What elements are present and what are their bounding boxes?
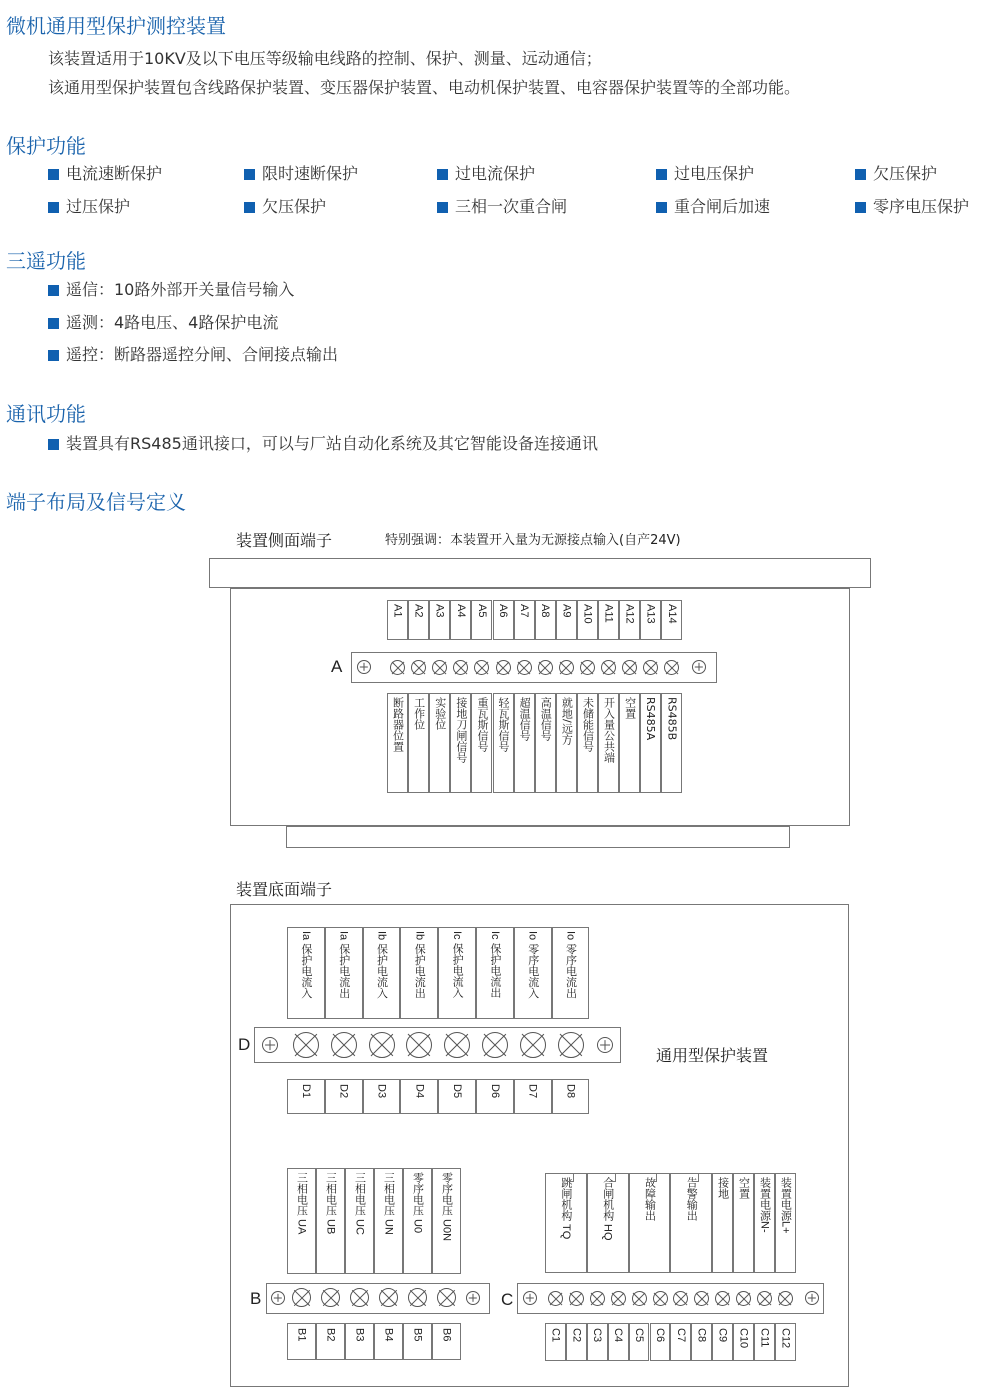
- bullet-square-icon: [48, 318, 59, 329]
- terminal-number-cell: [403, 1323, 432, 1360]
- terminal-signal-cell: [661, 693, 682, 793]
- terminal-signal-cell-label: Ic 保护电流入: [451, 931, 464, 998]
- terminal-number-cell: [608, 1323, 629, 1361]
- terminal-signal-cell-label: 装置电源L+: [779, 1177, 792, 1234]
- page-title: 微机通用型保护测控装置: [6, 14, 226, 38]
- terminal-heading: 端子布局及信号定义: [6, 490, 186, 514]
- side-bottom-bar: [286, 826, 790, 848]
- terminal-screw-icon: [778, 1291, 793, 1306]
- terminal-number-cell-label: B5: [411, 1328, 424, 1342]
- terminal-signal-cell: [552, 927, 590, 1019]
- row-a-letter: A: [331, 657, 343, 676]
- intro-line-2: 该通用型保护装置包含线路保护装置、变压器保护装置、电动机保护装置、电容器保护装置等的全部功能。: [48, 78, 801, 97]
- terminal-number-cell: [514, 1079, 552, 1114]
- relay-contact-icon: [692, 1173, 699, 1182]
- remote-item: 遥信：10路外部开关量信号输入: [48, 277, 294, 300]
- protection-item: 欠压保护: [244, 194, 326, 217]
- terminal-screw-icon: [390, 660, 405, 675]
- bottom-caption: 装置底面端子: [236, 880, 333, 899]
- terminal-number-cell: [493, 600, 514, 640]
- terminal-number-cell-label: A7: [518, 604, 531, 618]
- terminal-screw-icon: [590, 1291, 605, 1306]
- terminal-signal-cell-label: 接地刀闸信号: [454, 697, 468, 763]
- terminal-number-cell-label: B6: [440, 1328, 453, 1342]
- terminal-screw-icon: [601, 660, 616, 675]
- bullet-square-icon: [48, 350, 59, 361]
- terminal-number-cell-label: D3: [375, 1084, 388, 1099]
- terminal-signal-cell-label: 三相电压 UN: [382, 1172, 395, 1235]
- device-name: 通用型保护装置: [656, 1046, 769, 1065]
- terminal-number-cell-label: D2: [337, 1084, 350, 1099]
- terminal-signal-cell-label: 零序电压 U0N: [440, 1172, 453, 1242]
- terminal-signal-cell: [733, 1173, 754, 1273]
- terminal-signal-cell: [556, 693, 577, 793]
- terminal-signal-cell-label: 告警输出: [685, 1177, 698, 1221]
- bullet-square-icon: [656, 202, 667, 213]
- protection-item: 重合闸后加速: [656, 194, 770, 217]
- terminal-number-cell-label: D1: [299, 1084, 312, 1099]
- terminal-number-cell: [408, 600, 429, 640]
- row-a-terminal-block: [351, 652, 717, 683]
- terminal-number-cell: [640, 600, 661, 640]
- terminal-signal-cell: [535, 693, 556, 793]
- terminal-number-cell-label: A1: [391, 604, 404, 618]
- terminal-number-cell-label: C4: [612, 1328, 625, 1343]
- terminal-signal-cell: [408, 693, 429, 793]
- terminal-signal-cell-label: 三相电压 UB: [324, 1172, 337, 1235]
- terminal-signal-cell-label: 空置: [623, 697, 637, 719]
- terminal-number-cell-label: C7: [674, 1328, 687, 1343]
- bullet-square-icon: [48, 439, 59, 450]
- terminal-screw-icon: [350, 1288, 369, 1307]
- terminal-signal-cell-label: 重瓦斯信号: [475, 697, 489, 752]
- terminal-signal-cell-label: 空置: [737, 1177, 750, 1199]
- terminal-signal-cell: [471, 693, 492, 793]
- terminal-signal-cell-label: Ia 保护电流出: [337, 931, 350, 999]
- terminal-screw-icon: [321, 1288, 340, 1307]
- terminal-screw-icon: [408, 1288, 427, 1307]
- terminal-number-cell-label: C8: [695, 1328, 708, 1343]
- protection-item: 过电压保护: [656, 161, 754, 184]
- terminal-number-cell: [670, 1323, 691, 1361]
- terminal-screw-icon: [444, 1032, 470, 1058]
- terminal-screw-icon: [622, 660, 637, 675]
- terminal-number-cell: [577, 600, 598, 640]
- terminal-signal-cell: [450, 693, 471, 793]
- bullet-square-icon: [244, 169, 255, 180]
- terminal-number-cell-label: C10: [737, 1328, 750, 1349]
- protection-item: 过压保护: [48, 194, 130, 217]
- terminal-number-cell: [363, 1079, 401, 1114]
- terminal-number-cell: [619, 600, 640, 640]
- terminal-signal-cell: [587, 1173, 629, 1273]
- bullet-square-icon: [855, 202, 866, 213]
- terminal-number-cell: [545, 1323, 566, 1361]
- terminal-signal-cell-label: 合闸机构 HQ: [601, 1177, 614, 1241]
- mount-screw-icon: [357, 660, 371, 674]
- terminal-signal-cell: [545, 1173, 587, 1273]
- terminal-screw-icon: [559, 660, 574, 675]
- terminal-screw-icon: [548, 1291, 563, 1306]
- terminal-number-cell-label: C3: [591, 1328, 604, 1343]
- terminal-signal-cell: [493, 693, 514, 793]
- terminal-signal-cell: [598, 693, 619, 793]
- intro-line-1: 该装置适用于10KV及以下电压等级输电线路的控制、保护、测量、远动通信；: [48, 49, 602, 68]
- terminal-signal-cell: [514, 927, 552, 1019]
- terminal-number-cell-label: B4: [382, 1328, 395, 1342]
- terminal-screw-icon: [569, 1291, 584, 1306]
- terminal-signal-cell-label: 故障输出: [643, 1177, 656, 1221]
- terminal-screw-icon: [694, 1291, 709, 1306]
- terminal-number-cell-label: A9: [560, 604, 573, 618]
- comm-item: 装置具有RS485通讯接口，可以与厂站自动化系统及其它智能设备连接通讯: [48, 431, 598, 454]
- terminal-number-cell-label: A6: [497, 604, 510, 618]
- terminal-number-cell: [754, 1323, 775, 1361]
- terminal-screw-icon: [406, 1032, 432, 1058]
- terminal-signal-cell: [363, 927, 401, 1019]
- terminal-number-cell: [598, 600, 619, 640]
- terminal-signal-cell-label: 轻瓦斯信号: [497, 697, 511, 752]
- terminal-number-cell-label: D7: [526, 1084, 539, 1099]
- protection-item: 三相一次重合闸: [437, 194, 567, 217]
- terminal-number-cell: [661, 600, 682, 640]
- terminal-screw-icon: [757, 1291, 772, 1306]
- relay-contact-icon: [609, 1173, 616, 1182]
- terminal-signal-cell: [316, 1168, 345, 1274]
- terminal-screw-icon: [482, 1032, 508, 1058]
- terminal-number-cell-label: A5: [475, 604, 488, 618]
- terminal-screw-icon: [369, 1032, 395, 1058]
- terminal-screw-icon: [673, 1291, 688, 1306]
- remote-heading: 三遥功能: [6, 249, 86, 273]
- terminal-number-cell: [400, 1079, 438, 1114]
- terminal-screw-icon: [736, 1291, 751, 1306]
- terminal-number-cell: [535, 600, 556, 640]
- terminal-signal-cell: [438, 927, 476, 1019]
- terminal-number-cell-label: A2: [412, 604, 425, 618]
- terminal-screw-icon: [437, 1288, 456, 1307]
- terminal-signal-cell-label: RS485A: [644, 697, 658, 741]
- terminal-number-cell-label: B3: [353, 1328, 366, 1342]
- terminal-number-cell: [556, 600, 577, 640]
- terminal-number-cell-label: C11: [758, 1328, 771, 1348]
- terminal-number-cell-label: A14: [665, 604, 678, 624]
- bullet-square-icon: [48, 285, 59, 296]
- terminal-signal-cell-label: RS485B: [665, 697, 679, 741]
- mount-screw-icon: [692, 660, 706, 674]
- terminal-signal-cell-label: 三相电压 UC: [353, 1172, 366, 1235]
- terminal-number-cell-label: C9: [716, 1328, 729, 1343]
- terminal-number-cell-label: A8: [539, 604, 552, 618]
- terminal-number-cell: [287, 1323, 316, 1360]
- terminal-screw-icon: [643, 660, 658, 675]
- terminal-signal-cell-label: Ic 保护电流出: [488, 931, 501, 998]
- terminal-number-cell-label: D8: [564, 1084, 577, 1099]
- terminal-screw-icon: [474, 660, 489, 675]
- terminal-signal-cell-label: Ib 保护电流入: [375, 931, 388, 999]
- terminal-signal-cell-label: 就地/远方: [560, 697, 574, 745]
- bullet-square-icon: [244, 202, 255, 213]
- terminal-signal-cell-label: 跳闸机构 TQ: [559, 1177, 572, 1240]
- mount-screw-icon: [271, 1291, 285, 1305]
- terminal-screw-icon: [411, 660, 426, 675]
- terminal-signal-cell-label: 未储能信号: [581, 697, 595, 752]
- terminal-number-cell: [471, 600, 492, 640]
- terminal-signal-cell-label: 零序电压 U0: [411, 1172, 424, 1234]
- bullet-square-icon: [855, 169, 866, 180]
- terminal-number-cell-label: C6: [653, 1328, 666, 1343]
- terminal-signal-cell: [754, 1173, 775, 1273]
- terminal-number-cell: [514, 600, 535, 640]
- terminal-number-cell: [287, 1079, 325, 1114]
- terminal-number-cell: [629, 1323, 650, 1361]
- terminal-signal-cell: [640, 693, 661, 793]
- terminal-number-cell: [476, 1079, 514, 1114]
- terminal-signal-cell: [403, 1168, 432, 1274]
- terminal-signal-cell-label: 接地: [716, 1177, 729, 1199]
- terminal-signal-cell: [374, 1168, 403, 1274]
- bullet-square-icon: [48, 202, 59, 213]
- mount-screw-icon: [805, 1291, 819, 1305]
- terminal-number-cell-label: D5: [451, 1084, 464, 1099]
- terminal-signal-cell-label: Io 零序电流入: [526, 931, 539, 999]
- terminal-screw-icon: [538, 660, 553, 675]
- terminal-screw-icon: [653, 1291, 668, 1306]
- terminal-signal-cell-label: 实验位: [433, 697, 447, 730]
- terminal-signal-cell: [287, 1168, 316, 1274]
- terminal-number-cell-label: C1: [549, 1328, 562, 1343]
- terminal-number-cell-label: B1: [295, 1328, 308, 1342]
- terminal-number-cell-label: A4: [454, 604, 467, 618]
- terminal-signal-cell: [577, 693, 598, 793]
- relay-contact-icon: [567, 1173, 574, 1182]
- side-note: 特别强调：本装置开入量为无源接点输入(自产24V): [385, 533, 681, 548]
- terminal-screw-icon: [558, 1032, 584, 1058]
- protection-item: 电流速断保护: [48, 161, 162, 184]
- terminal-signal-cell: [712, 1173, 733, 1273]
- terminal-number-cell-label: A12: [623, 604, 636, 624]
- protection-heading: 保护功能: [6, 134, 86, 158]
- comm-heading: 通讯功能: [6, 402, 86, 426]
- terminal-signal-cell: [775, 1173, 796, 1273]
- terminal-number-cell-label: D4: [413, 1084, 426, 1099]
- terminal-number-cell-label: B2: [324, 1328, 337, 1342]
- terminal-number-cell: [374, 1323, 403, 1360]
- terminal-number-cell: [566, 1323, 587, 1361]
- terminal-number-cell-label: D6: [488, 1084, 501, 1099]
- terminal-signal-cell-label: Io 零序电流出: [564, 931, 577, 999]
- terminal-signal-cell-label: 断路器位置: [391, 697, 405, 752]
- terminal-number-cell-label: A13: [644, 604, 657, 624]
- terminal-signal-cell: [629, 1173, 671, 1273]
- side-top-bar: [209, 558, 871, 588]
- terminal-signal-cell: [670, 1173, 712, 1273]
- row-d-letter: D: [238, 1035, 251, 1054]
- terminal-signal-cell: [619, 693, 640, 793]
- terminal-signal-cell-label: 三相电压 UA: [295, 1172, 308, 1235]
- terminal-signal-cell-label: 装置电源N-: [758, 1177, 771, 1233]
- terminal-signal-cell-label: 高温信号: [539, 697, 553, 741]
- terminal-screw-icon: [517, 660, 532, 675]
- row-b-letter: B: [250, 1289, 262, 1308]
- terminal-number-cell: [552, 1079, 590, 1114]
- row-c-letter: C: [501, 1290, 514, 1309]
- terminal-number-cell: [712, 1323, 733, 1361]
- terminal-signal-cell: [325, 927, 363, 1019]
- terminal-number-cell-label: A3: [433, 604, 446, 618]
- bullet-square-icon: [48, 169, 59, 180]
- terminal-screw-icon: [379, 1288, 398, 1307]
- mount-screw-icon: [523, 1291, 537, 1305]
- terminal-number-cell: [316, 1323, 345, 1360]
- terminal-signal-cell: [429, 693, 450, 793]
- terminal-screw-icon: [611, 1291, 626, 1306]
- terminal-number-cell: [450, 600, 471, 640]
- terminal-number-cell: [775, 1323, 796, 1361]
- terminal-screw-icon: [453, 660, 468, 675]
- terminal-number-cell-label: A11: [602, 604, 615, 623]
- terminal-screw-icon: [293, 1032, 319, 1058]
- terminal-signal-cell: [476, 927, 514, 1019]
- terminal-signal-cell: [287, 927, 325, 1019]
- terminal-screw-icon: [496, 660, 511, 675]
- bullet-square-icon: [437, 169, 448, 180]
- terminal-number-cell: [345, 1323, 374, 1360]
- terminal-number-cell: [325, 1079, 363, 1114]
- terminal-signal-cell-label: 开入量公共端: [602, 697, 616, 763]
- terminal-signal-cell: [432, 1168, 461, 1274]
- terminal-number-cell-label: C12: [779, 1328, 792, 1349]
- terminal-number-cell: [429, 600, 450, 640]
- mount-screw-icon: [597, 1037, 613, 1053]
- terminal-screw-icon: [632, 1291, 647, 1306]
- mount-screw-icon: [466, 1291, 480, 1305]
- terminal-number-cell: [691, 1323, 712, 1361]
- terminal-screw-icon: [432, 660, 447, 675]
- side-caption: 装置侧面端子: [236, 531, 333, 550]
- terminal-number-cell-label: C5: [633, 1328, 646, 1343]
- terminal-screw-icon: [520, 1032, 546, 1058]
- terminal-signal-cell-label: Ia 保护电流入: [299, 931, 312, 999]
- terminal-signal-cell-label: 工作位: [412, 697, 426, 730]
- terminal-screw-icon: [292, 1288, 311, 1307]
- terminal-number-cell: [733, 1323, 754, 1361]
- terminal-number-cell: [387, 600, 408, 640]
- terminal-number-cell-label: C2: [570, 1328, 583, 1343]
- terminal-number-cell: [438, 1079, 476, 1114]
- remote-item: 遥控：断路器遥控分闸、合闸接点输出: [48, 342, 338, 365]
- bullet-square-icon: [437, 202, 448, 213]
- terminal-number-cell-label: A10: [581, 604, 594, 624]
- terminal-signal-cell: [387, 693, 408, 793]
- protection-item: 限时速断保护: [244, 161, 358, 184]
- remote-item: 遥测：4路电压、4路保护电流: [48, 310, 278, 333]
- relay-contact-icon: [650, 1173, 657, 1182]
- terminal-signal-cell: [345, 1168, 374, 1274]
- terminal-signal-cell: [400, 927, 438, 1019]
- terminal-screw-icon: [715, 1291, 730, 1306]
- protection-item: 过电流保护: [437, 161, 535, 184]
- terminal-number-cell: [432, 1323, 461, 1360]
- mount-screw-icon: [262, 1037, 278, 1053]
- terminal-signal-cell: [514, 693, 535, 793]
- protection-item: 欠压保护: [855, 161, 937, 184]
- terminal-number-cell: [587, 1323, 608, 1361]
- terminal-signal-cell-label: Ib 保护电流出: [413, 931, 426, 999]
- protection-item: 零序电压保护: [855, 194, 969, 217]
- terminal-signal-cell-label: 超温信号: [518, 697, 532, 741]
- terminal-screw-icon: [664, 660, 679, 675]
- terminal-number-cell: [650, 1323, 671, 1361]
- terminal-screw-icon: [331, 1032, 357, 1058]
- terminal-screw-icon: [580, 660, 595, 675]
- bullet-square-icon: [656, 169, 667, 180]
